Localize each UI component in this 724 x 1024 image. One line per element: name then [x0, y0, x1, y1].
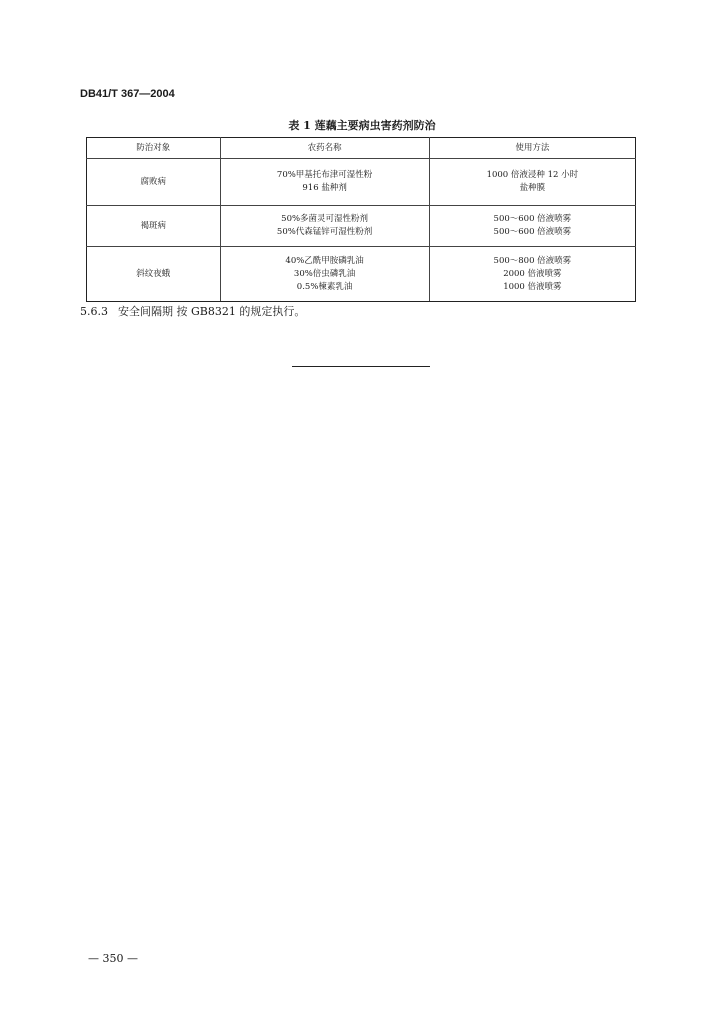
column-header-usage: 使用方法: [429, 138, 635, 159]
usage-line: 盐种膜: [519, 183, 546, 193]
column-header-pesticide: 农药名称: [220, 138, 429, 159]
cell-usage: [429, 159, 635, 206]
cell-usage: [429, 206, 635, 247]
table-row: [87, 159, 636, 206]
cell-target: 褐斑病: [87, 206, 221, 247]
table-row: [87, 206, 636, 247]
usage-line: 500～600 倍液喷雾: [493, 227, 572, 237]
usage-line: 1000 倍液浸种 12 小时: [486, 170, 579, 180]
table-row: [87, 247, 636, 302]
pesticide-line: 50%代森锰锌可湿性粉剂: [276, 227, 373, 237]
pesticide-line: 30%倍虫磷乳油: [293, 268, 356, 279]
usage-line: 1000 倍液喷雾: [503, 281, 562, 292]
end-of-document-rule: [292, 366, 430, 367]
usage-line: 500～600 倍液喷雾: [493, 214, 572, 224]
cell-pesticides: [220, 247, 429, 302]
table-title: 表 1 莲藕主要病虫害药剂防治: [288, 119, 436, 132]
document-code: DB41/T 367—2004: [80, 88, 175, 100]
page-number: — 350 —: [88, 952, 138, 965]
column-header-target: 防治对象: [87, 138, 221, 159]
pesticide-line: 916 盐种剂: [302, 183, 347, 193]
pesticide-line: 40%乙酰甲胺磷乳油: [285, 255, 364, 266]
pesticide-line: 0.5%楝素乳油: [296, 281, 353, 292]
pesticide-line: 70%甲基托布津可湿性粉: [276, 170, 373, 180]
clause-text: 安全间隔期 按 GB8321 的规定执行。: [118, 305, 306, 318]
pesticide-line: 50%多菌灵可湿性粉剂: [281, 214, 369, 224]
usage-line: 2000 倍液喷雾: [503, 268, 562, 279]
cell-usage: [429, 247, 635, 302]
table-header-row: [87, 138, 636, 159]
cell-target: 斜纹夜蛾: [87, 247, 221, 302]
clause-5-6-3: [80, 303, 305, 319]
cell-target: 腐败病: [87, 159, 221, 206]
usage-line: 500～800 倍液喷雾: [493, 255, 572, 266]
clause-number: 5.6.3: [80, 305, 108, 318]
cell-pesticides: [220, 206, 429, 247]
pesticide-table: [86, 137, 636, 302]
cell-pesticides: [220, 159, 429, 206]
